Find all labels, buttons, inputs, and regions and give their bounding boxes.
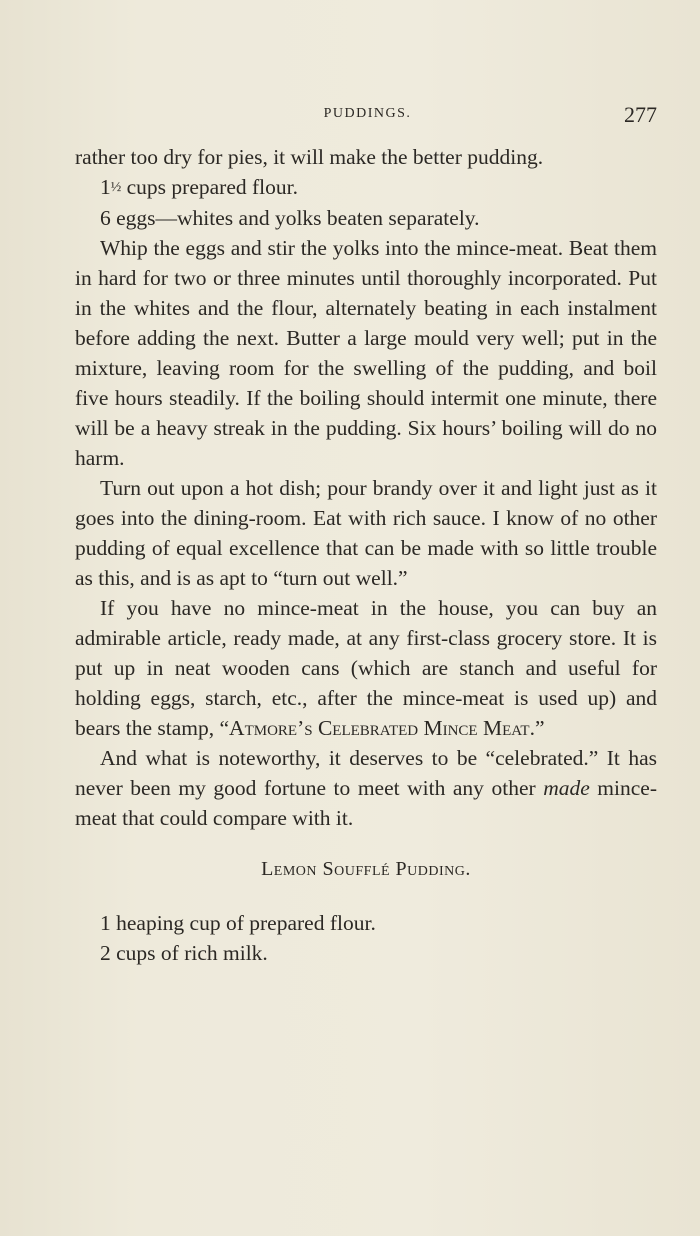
paragraph-note-after: mince-meat that could compare with it. [75,776,657,830]
ingredient-flour-rest: cups prepared flour. [121,175,298,199]
paragraph-note-before: And what is noteworthy, it deserves to be “celebrated.” It has never been my good fortune to meet with any other [75,746,657,800]
page-number: 277 [624,102,657,127]
ingredient-milk: 2 cups of rich milk. [100,941,268,965]
ingredient-flour [75,172,657,203]
paragraph-buy [75,593,657,743]
ingredient-flour-cup: 1 heaping cup of prepared flour. [100,911,376,935]
paragraph-buy-text: If you have no mince-meat in the house, you can buy an admirable article, ready made, at any first-class grocery store. It is put up in neat wooden cans (which are stanch and useful for holding eggs, starch, etc., after the mince-meat is used up) and bears the stamp, [75,596,657,740]
body-text [75,142,657,968]
paragraph-serve: Turn out upon a hot dish; pour brandy over it and light just as it goes into the dining-room. Eat with rich sauce. I know of no other pudding of equal excellence that can be made with so little trouble as this, and is as apt to “turn out well.” [75,476,657,590]
stamp-text: “Atmore’s Celebrated Mince Meat.” [219,716,545,740]
paragraph-method: Whip the eggs and stir the yolks into the mince-meat. Beat them in hard for two or three minutes until thoroughly incorporated. Put in the whites and the flour, alternately beating in each instalment before adding the next. Butter a large mould very well; put in the mixture, leaving room for the swelling of the pudding, and boil five hours steadily. If the boiling should intermit one minute, there will be a heavy streak in the pudding. Six hours’ boiling will do no harm. [75,236,657,470]
recipe-heading: Lemon Soufflé Pudding. [261,858,471,880]
running-head [75,104,660,134]
paragraph-note [75,743,657,833]
paragraph-continuation: rather too dry for pies, it will make the better pudding. [75,145,544,169]
ingredient-flour-qty: 1 [100,175,111,199]
ingredient-flour-fraction: ½ [110,180,122,195]
ingredient-eggs: 6 eggs—whites and yolks beaten separately. [100,206,480,230]
running-title: PUDDINGS. [323,106,412,121]
paragraph-note-emphasis: made [543,776,590,800]
